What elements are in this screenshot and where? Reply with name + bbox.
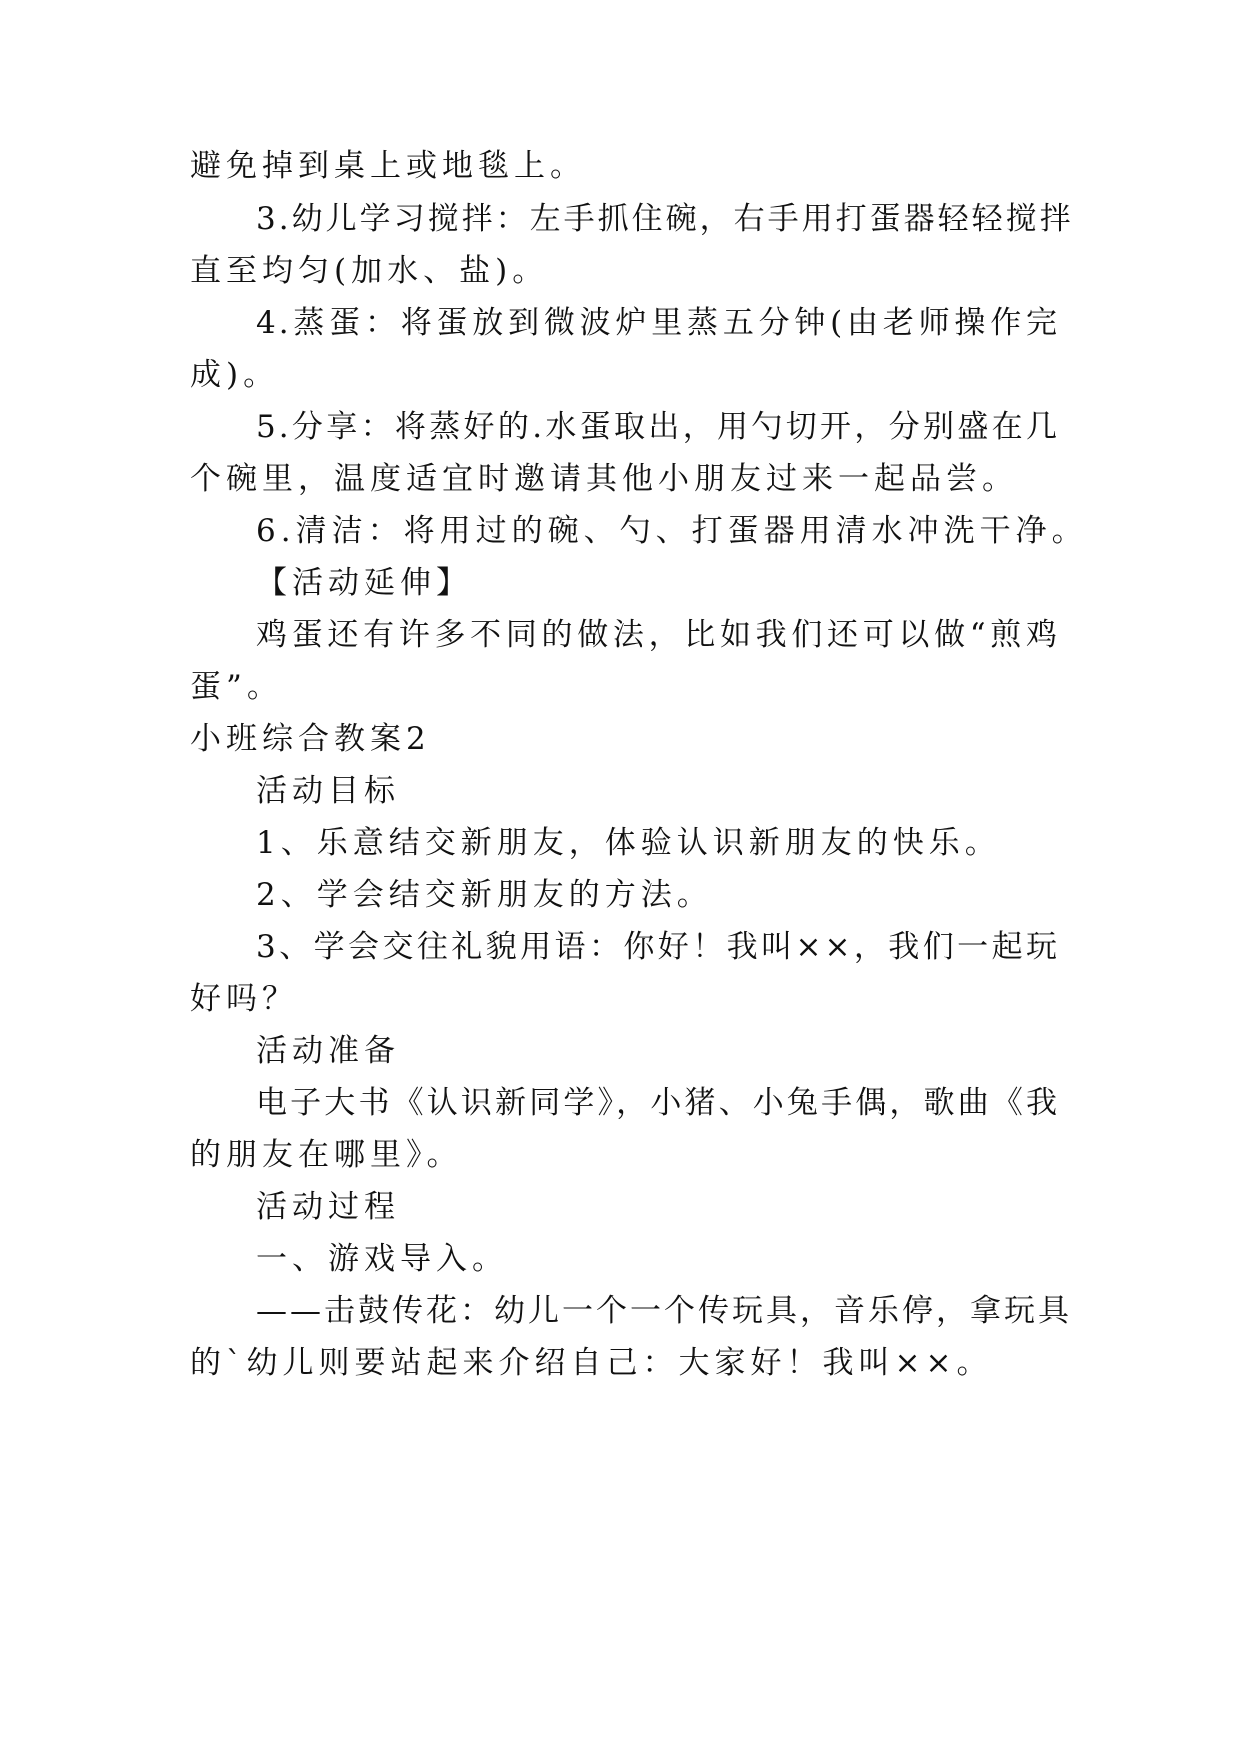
text-line: 鸡蛋还有许多不同的做法，比如我们还可以做“煎鸡: [256, 617, 1060, 653]
document-title: 小班综合教案2: [190, 721, 431, 757]
text-line: 避免掉到桌上或地毯上。: [190, 148, 586, 184]
section-heading: 【活动延伸】: [256, 565, 472, 601]
text-line: 好吗？: [190, 981, 298, 1017]
text-line: 蛋”。: [190, 669, 283, 705]
text-line: 4.蒸蛋：将蛋放到微波炉里蒸五分钟(由老师操作完: [256, 305, 1060, 341]
text-line: 的`幼儿则要站起来介绍自己：大家好！我叫××。: [190, 1345, 993, 1381]
section-heading: 活动目标: [256, 773, 400, 809]
text-line: 电子大书《认识新同学》，小猪、小兔手偶，歌曲《我: [256, 1085, 1060, 1121]
section-heading: 活动准备: [256, 1033, 400, 1069]
text-line: 1、乐意结交新朋友，体验认识新朋友的快乐。: [256, 825, 1001, 861]
text-line: 个碗里，温度适宜时邀请其他小朋友过来一起品尝。: [190, 461, 1018, 497]
text-line: 的朋友在哪里》。: [190, 1137, 463, 1173]
text-line: 3.幼儿学习搅拌：左手抓住碗，右手用打蛋器轻轻搅拌: [256, 201, 1074, 237]
section-heading: 活动过程: [256, 1189, 400, 1225]
text-line: 5.分享：将蒸好的.水蛋取出，用勺切开，分别盛在几: [256, 409, 1060, 445]
text-line: 3、学会交往礼貌用语：你好！我叫××，我们一起玩: [256, 929, 1060, 965]
text-line: 6.清洁：将用过的碗、勺、打蛋器用清水冲洗干净。: [256, 513, 1088, 549]
text-line: 一、游戏导入。: [256, 1241, 508, 1277]
text-line: 2、学会结交新朋友的方法。: [256, 877, 713, 913]
text-line: 直至均匀(加水、盐)。: [190, 253, 549, 289]
text-line: ——击鼓传花：幼儿一个一个传玩具，音乐停，拿玩具: [256, 1293, 1072, 1329]
text-line: 成)。: [190, 357, 280, 393]
